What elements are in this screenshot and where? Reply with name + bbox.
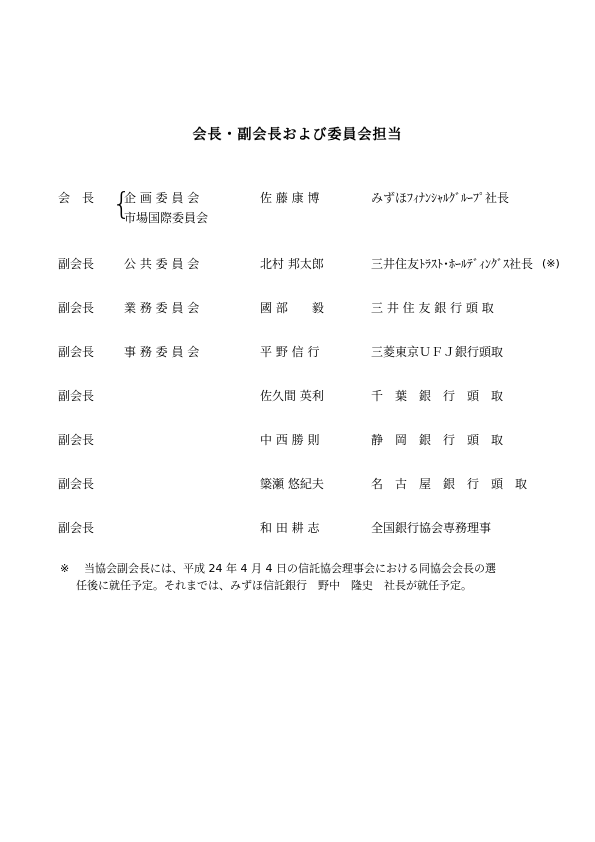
person-name: 佐 藤 康 博 bbox=[260, 191, 320, 205]
role-label: 会 長 bbox=[58, 191, 95, 205]
brace-symbol: { bbox=[112, 187, 132, 222]
organization-title: 静 岡 銀 行 頭 取 bbox=[371, 433, 504, 447]
table-row bbox=[0, 430, 595, 450]
organization-title: みずほﾌｨﾅﾝｼｬﾙｸﾞﾙｰﾌﾟ社長 bbox=[371, 191, 510, 205]
committee-label: 公 共 委 員 会 bbox=[124, 257, 200, 271]
committee-label: 企 画 委 員 会 bbox=[124, 191, 200, 205]
person-name: 平 野 信 行 bbox=[260, 345, 320, 359]
page-title: 会長・副会長および委員会担当 bbox=[192, 127, 403, 143]
organization-title: 三 井 住 友 銀 行 頭 取 bbox=[371, 301, 494, 315]
footnote-line-1: 当協会副会長には、平成 24 年 4 月 4 日の信託協会理事会における同協会会長の選 bbox=[84, 562, 496, 575]
table-row bbox=[0, 386, 595, 406]
person-name: 佐久間 英利 bbox=[260, 389, 324, 403]
committee-label: 業 務 委 員 会 bbox=[124, 301, 200, 315]
role-label: 副会長 bbox=[58, 433, 95, 447]
table-row bbox=[0, 342, 595, 362]
table-row bbox=[0, 188, 595, 208]
committee-label: 事 務 委 員 会 bbox=[124, 345, 200, 359]
organization-title: 名 古 屋 銀 行 頭 取 bbox=[371, 477, 528, 491]
note-reference-mark: (※) bbox=[542, 257, 560, 270]
role-label: 副会長 bbox=[58, 521, 95, 535]
table-row bbox=[0, 518, 595, 538]
organization-title: 千 葉 銀 行 頭 取 bbox=[371, 389, 504, 403]
organization-title: 三菱東京ＵＦＪ銀行頭取 bbox=[371, 345, 504, 359]
table-row-continuation bbox=[0, 208, 595, 228]
role-label: 副会長 bbox=[58, 345, 95, 359]
role-label: 副会長 bbox=[58, 257, 95, 271]
table-row bbox=[0, 254, 595, 274]
role-label: 副会長 bbox=[58, 301, 95, 315]
table-row bbox=[0, 298, 595, 318]
person-name: 中 西 勝 則 bbox=[260, 433, 320, 447]
table-row bbox=[0, 474, 595, 494]
person-name: 北村 邦太郎 bbox=[260, 257, 324, 271]
committee-label-secondary: 市場国際委員会 bbox=[124, 211, 209, 225]
organization-title: 三井住友ﾄﾗｽﾄ･ﾎｰﾙﾃﾞｨﾝｸﾞｽ社長 bbox=[371, 257, 534, 271]
role-label: 副会長 bbox=[58, 477, 95, 491]
footnote-mark: ※ bbox=[60, 562, 70, 575]
person-name: 簗瀬 悠紀夫 bbox=[260, 477, 324, 491]
organization-title: 全国銀行協会専務理事 bbox=[371, 521, 492, 535]
person-name: 和 田 耕 志 bbox=[260, 521, 320, 535]
footnote-line-2: 任後に就任予定。それまでは、みずほ信託銀行 野中 隆史 社長が就任予定。 bbox=[76, 579, 472, 592]
role-label: 副会長 bbox=[58, 389, 95, 403]
person-name: 國 部 毅 bbox=[260, 301, 324, 315]
